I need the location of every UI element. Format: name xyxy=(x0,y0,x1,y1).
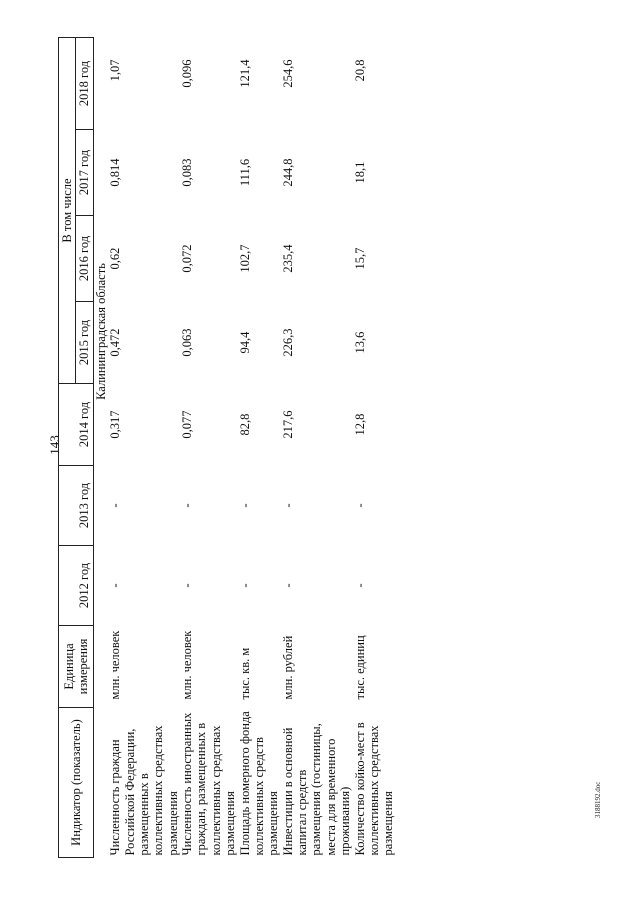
indicator-cell: Инвестиции в основной капитал средств размещения (гостиницы, места для временного проживания) xyxy=(280,723,353,856)
value-2013: - xyxy=(237,503,252,508)
header-unit: Единица измерения xyxy=(59,626,94,708)
value-2012: - xyxy=(352,583,367,588)
indicator-cell: Площадь номерного фонда коллективных средств размещения xyxy=(237,711,281,856)
value-2014: 217,6 xyxy=(280,410,295,439)
header-including: В том числе xyxy=(59,38,76,384)
unit-cell: млн. рублей xyxy=(280,635,295,700)
value-2014: 82,8 xyxy=(237,413,252,436)
value-2017: 18,1 xyxy=(352,161,367,184)
table-row xyxy=(353,38,396,858)
value-2016: 235,4 xyxy=(280,244,295,273)
indicator-cell: Количество койко-мест в коллективных средствах размещения xyxy=(352,722,396,856)
value-2018: 0,096 xyxy=(180,59,194,88)
value-2018: 1,07 xyxy=(108,59,123,82)
unit-cell: млн. человек xyxy=(180,630,194,700)
indicators-table xyxy=(58,37,396,858)
value-2012: - xyxy=(280,583,295,588)
table-row xyxy=(281,38,353,858)
value-2014: 12,8 xyxy=(352,413,367,436)
value-2016: 0,072 xyxy=(180,244,194,273)
value-2012: - xyxy=(237,583,252,588)
value-2013: - xyxy=(280,503,295,508)
value-2016: 0,62 xyxy=(108,247,123,270)
indicator-cell: Численность иностранных граждан, размещенных в коллективных средствах размещения xyxy=(180,712,238,856)
value-2017: 244,8 xyxy=(280,158,295,187)
document-code: 3188192.doc xyxy=(594,781,602,818)
unit-cell: млн. человек xyxy=(108,630,123,700)
value-2016: 102,7 xyxy=(237,244,252,273)
value-2012: - xyxy=(108,583,123,588)
unit-cell: тыс. единиц xyxy=(352,635,367,700)
value-2015: 0,063 xyxy=(180,328,194,357)
value-2016: 15,7 xyxy=(352,247,367,270)
header-year-2016: 2016 год xyxy=(76,216,93,302)
header-indicator: Индикатор (показатель) xyxy=(59,708,94,858)
page-number: 143 xyxy=(47,435,62,455)
header-year-2017: 2017 год xyxy=(76,130,93,216)
header-year-2013: 2013 год xyxy=(59,466,94,546)
table-row xyxy=(108,38,180,858)
region-title: Калининградская область xyxy=(93,263,108,400)
table-row xyxy=(180,38,238,858)
value-2018: 121,4 xyxy=(237,59,252,88)
value-2017: 0,083 xyxy=(180,158,194,187)
value-2014: 0,317 xyxy=(108,410,123,439)
unit-cell: тыс. кв. м xyxy=(237,647,252,700)
value-2015: 0,472 xyxy=(108,328,123,357)
value-2014: 0,077 xyxy=(180,410,194,439)
value-2015: 226,3 xyxy=(280,328,295,357)
value-2013: - xyxy=(108,503,123,508)
value-2015: 94,4 xyxy=(237,331,252,354)
table-row xyxy=(238,38,281,858)
header-year-2018: 2018 год xyxy=(76,38,93,130)
value-2017: 111,6 xyxy=(237,158,252,187)
value-2012: - xyxy=(180,583,194,588)
indicator-cell: Численность граждан Российской Федерации, размещенных в коллективных средствах размещения xyxy=(108,725,180,856)
value-2018: 254,6 xyxy=(280,59,295,88)
value-2013: - xyxy=(352,503,367,508)
header-year-2014: 2014 год xyxy=(59,384,94,466)
value-2015: 13,6 xyxy=(352,331,367,354)
value-2013: - xyxy=(180,503,194,508)
header-year-2012: 2012 год xyxy=(59,546,94,626)
value-2018: 20,8 xyxy=(352,59,367,82)
header-year-2015: 2015 год xyxy=(76,302,93,384)
value-2017: 0,814 xyxy=(108,158,123,187)
rotated-table-container xyxy=(58,0,602,858)
